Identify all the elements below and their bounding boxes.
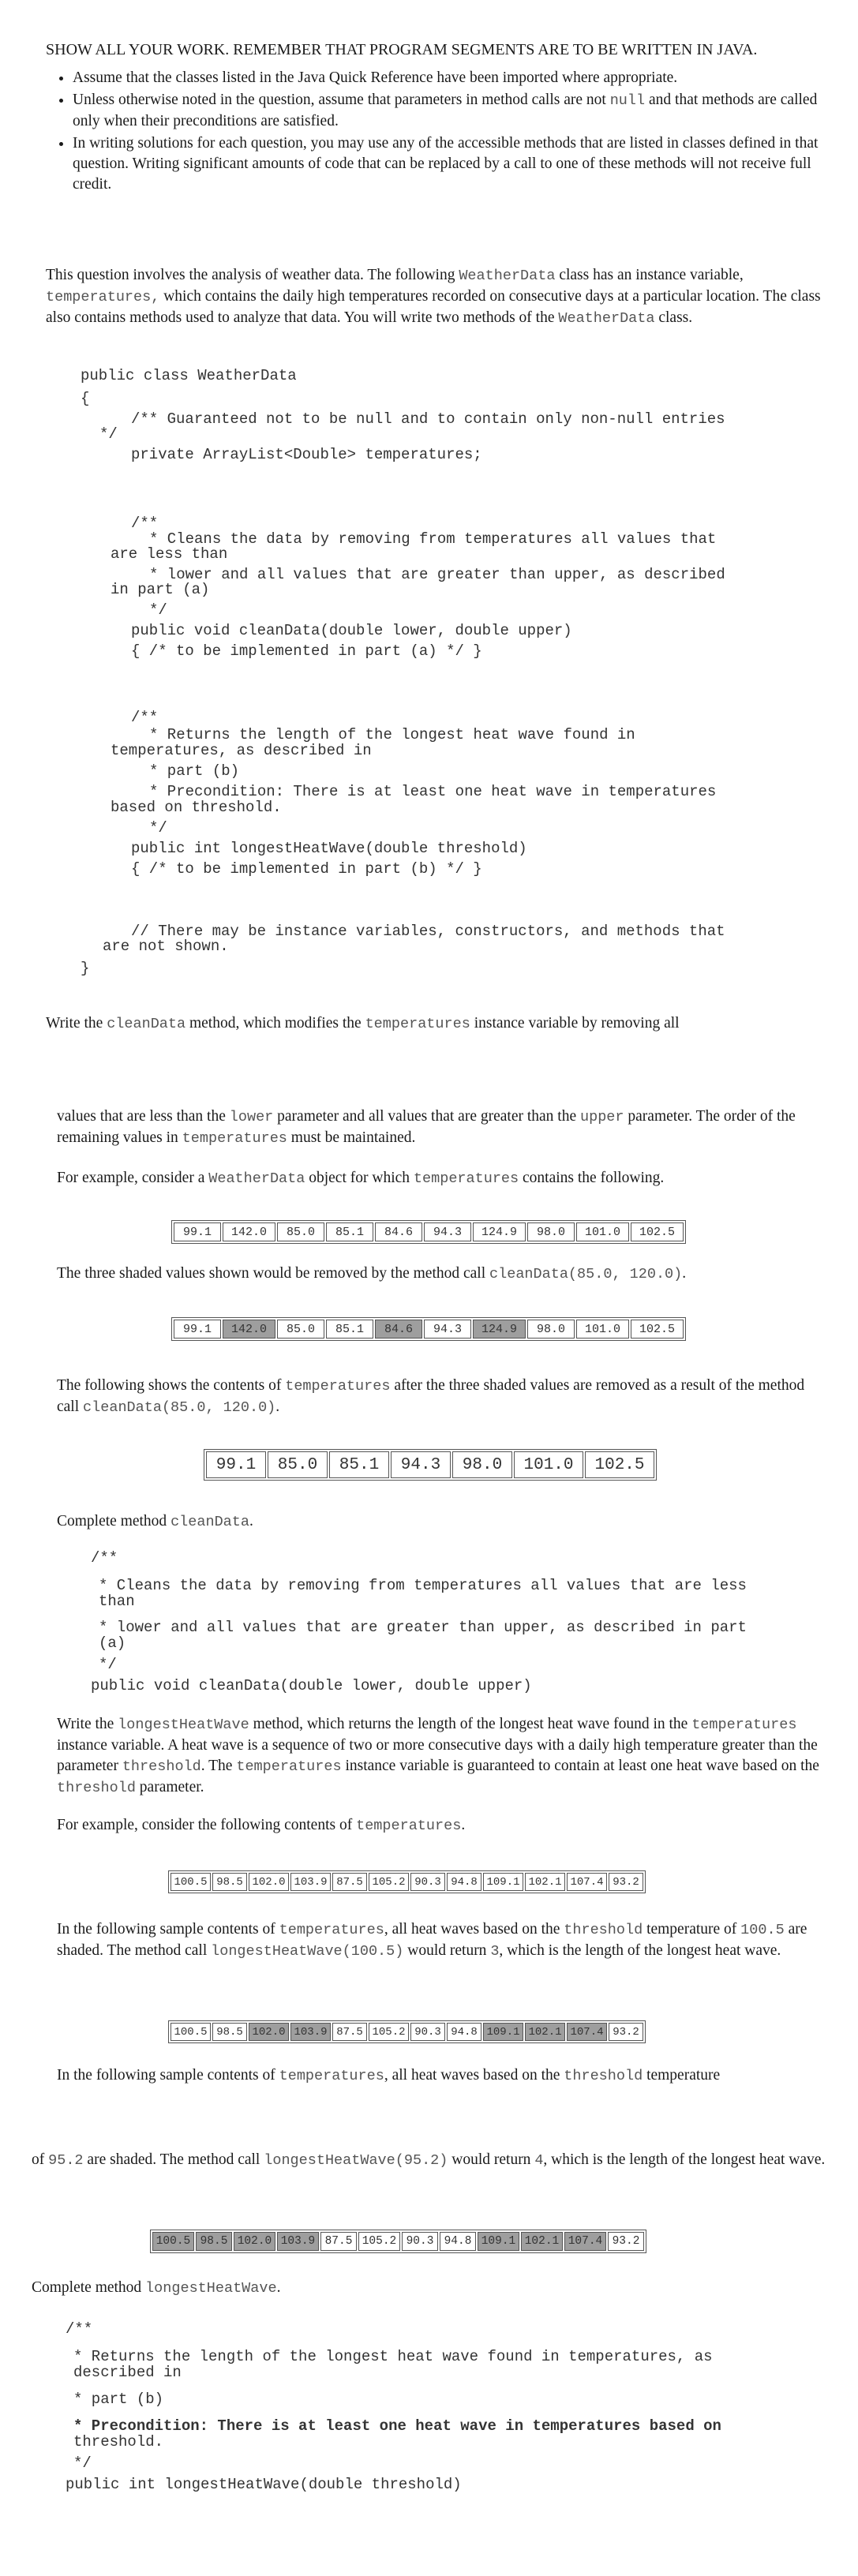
temperature-cell: 101.0	[576, 1320, 629, 1339]
temperature-cell: 84.6	[375, 1222, 422, 1241]
temperature-cell-shaded: 100.5	[152, 2232, 194, 2251]
temperature-cell-shaded: 109.1	[483, 2023, 523, 2041]
code-line: than	[99, 1593, 135, 1610]
temperature-cell-shaded: 103.9	[277, 2232, 319, 2251]
code-line: threshold.	[73, 2433, 164, 2451]
part-a-removal-note: The three shaded values shown would be removed by the method call cleanData(85.0, 120.0).	[57, 1265, 687, 1282]
code-line: temperatures, as described in	[111, 742, 372, 759]
code-line: public int longestHeatWave(double threshold)	[131, 840, 527, 857]
temperatures-result-strip	[204, 1449, 657, 1481]
temperature-cell-shaded: 98.5	[196, 2232, 232, 2251]
temperature-cell: 102.1	[525, 1873, 565, 1891]
code-line: public int longestHeatWave(double threshold)	[66, 2476, 462, 2493]
code-line: */	[73, 2454, 92, 2472]
code-line: private ArrayList<Double> temperatures;	[131, 446, 482, 463]
temperature-cell: 93.2	[608, 2232, 644, 2251]
temperature-cell: 98.5	[212, 2023, 247, 2041]
temperature-cell-shaded: 102.0	[234, 2232, 275, 2251]
temperature-cell: 94.3	[424, 1222, 471, 1241]
code-line: * Precondition: There is at least one heat wave in temperatures	[149, 783, 717, 800]
part-a-prompt: Write the cleanData method, which modifies the temperatures instance variable by removing all	[46, 1015, 680, 1032]
code-line: { /* to be implemented in part (b) */ }	[131, 860, 482, 878]
part-b-complete-label: Complete method longestHeatWave.	[32, 2279, 281, 2297]
part-b-sample-1: In the following sample contents of temperatures, all heat waves based on the threshold temperature of 100.5 are shaded. The method call longestHeatWave(100.5) would return 3, which is the length of the longest heat wave.	[57, 1921, 807, 1960]
temperatures-strip	[168, 1870, 646, 1893]
temperature-cell: 87.5	[320, 2232, 357, 2251]
code-line: /**	[66, 2320, 93, 2338]
temperature-cell-shaded: 124.9	[473, 1320, 526, 1339]
code-line: are less than	[111, 545, 228, 563]
temperature-cell-shaded: 103.9	[290, 2023, 331, 2041]
code-line: based on threshold.	[111, 799, 282, 816]
temperature-cell: 109.1	[483, 1873, 523, 1891]
code-line: * part (b)	[149, 762, 240, 780]
temperature-cell-shaded: 102.1	[521, 2232, 563, 2251]
part-a-example-intro: For example, consider a WeatherData object for which temperatures contains the following.	[57, 1170, 665, 1187]
code-line: * Returns the length of the longest heat wave found in	[149, 726, 635, 743]
temperature-cell: 124.9	[473, 1222, 526, 1241]
code-line: // There may be instance variables, constructors, and methods that	[131, 923, 725, 940]
temperature-cell: 107.4	[567, 1873, 607, 1891]
temperature-cell: 142.0	[223, 1222, 275, 1241]
temperature-cell: 99.1	[206, 1451, 266, 1478]
code-line: public void cleanData(double lower, double upper)	[131, 622, 572, 639]
temperature-cell: 85.1	[326, 1320, 373, 1339]
temperature-cell: 90.3	[402, 2232, 438, 2251]
temperature-cell: 85.1	[326, 1222, 373, 1241]
temperature-cell: 94.3	[391, 1451, 451, 1478]
code-line: */	[99, 425, 118, 443]
temperature-cell: 102.0	[249, 1873, 289, 1891]
temperature-cell: 85.0	[277, 1222, 324, 1241]
code-line: public void cleanData(double lower, double upper)	[91, 1677, 532, 1694]
code-line: * Cleans the data by removing from temperatures all values that	[149, 530, 717, 548]
code-line: in part (a)	[111, 581, 210, 598]
instructions-list	[46, 68, 827, 195]
part-b-sample-2a: In the following sample contents of temperatures, all heat waves based on the threshold temperature	[57, 2067, 721, 2084]
code-line: * Cleans the data by removing from temperatures all values that are less	[99, 1577, 747, 1594]
code-line: /**	[131, 515, 159, 532]
temperature-cell: 102.5	[585, 1451, 654, 1478]
temperatures-strip	[150, 2230, 646, 2253]
part-a-after-note: The following shows the contents of temperatures after the three shaded values are removed as a result of the method call cleanData(85.0, 120.0).	[57, 1377, 805, 1416]
code-line: */	[149, 601, 167, 619]
temperatures-strip	[171, 1317, 686, 1341]
temperature-cell: 100.5	[170, 1873, 211, 1891]
temperature-cell: 93.2	[609, 2023, 643, 2041]
temperature-cell: 105.2	[369, 2023, 409, 2041]
code-line: * Returns the length of the longest heat wave found in temperatures, as	[73, 2348, 713, 2365]
temperature-cell: 98.0	[527, 1320, 575, 1339]
code-line: { /* to be implemented in part (a) */ }	[131, 642, 482, 660]
temperature-cell: 98.0	[527, 1222, 575, 1241]
part-b-example-intro: For example, consider the following contents of temperatures.	[57, 1817, 466, 1834]
temperature-cell: 90.3	[410, 2023, 445, 2041]
code-line: /** Guaranteed not to be null and to contain only non-null entries	[131, 410, 725, 428]
code-line: described in	[73, 2364, 182, 2381]
temperature-cell: 101.0	[576, 1222, 629, 1241]
code-line: public class WeatherData	[81, 367, 297, 384]
instructions-block	[46, 39, 827, 197]
temperature-cell: 99.1	[174, 1320, 221, 1339]
temperature-cell: 87.5	[332, 1873, 367, 1891]
temperature-cell: 85.0	[268, 1451, 328, 1478]
temperature-cell: 105.2	[358, 2232, 400, 2251]
code-line: are not shown.	[103, 938, 229, 955]
temperature-cell: 93.2	[609, 1873, 643, 1891]
temperature-cell: 102.5	[631, 1320, 684, 1339]
code-line: /**	[131, 709, 159, 726]
temperature-cell: 99.1	[174, 1222, 221, 1241]
temperature-cell: 101.0	[514, 1451, 583, 1478]
temperatures-strip	[171, 1220, 686, 1244]
temperature-cell: 90.3	[410, 1873, 445, 1891]
part-a-description: values that are less than the lower parameter and all values that are greater than the upper parameter. The order of the remaining values in temperatures must be maintained.	[57, 1108, 796, 1147]
code-line: * part (b)	[73, 2391, 164, 2408]
temperature-cell-shaded: 142.0	[223, 1320, 275, 1339]
temperature-cell-shaded: 102.0	[249, 2023, 289, 2041]
temperature-cell: 85.1	[329, 1451, 389, 1478]
code-line: * lower and all values that are greater than upper, as described	[149, 566, 725, 583]
part-a-complete-label: Complete method cleanData.	[57, 1513, 253, 1530]
code-line: * lower and all values that are greater than upper, as described in part	[99, 1619, 747, 1636]
part-b-prompt: Write the longestHeatWave method, which returns the length of the longest heat wave found in the temperatures instance variable. A heat wave is a sequence of two or more consecutive days with a daily high temperature greater than the parameter threshold. The temperatures instance variable is guaranteed to contain at least one heat wave based on the threshold parameter.	[57, 1716, 819, 1796]
temperature-cell-shaded: 109.1	[478, 2232, 519, 2251]
code-line: }	[81, 960, 90, 977]
temperature-cell: 85.0	[277, 1320, 324, 1339]
code-line: {	[81, 390, 90, 407]
temperature-cell: 98.0	[452, 1451, 512, 1478]
temperature-cell: 105.2	[369, 1873, 409, 1891]
temperature-cell-shaded: 102.1	[525, 2023, 565, 2041]
code-line: */	[99, 1656, 117, 1673]
temperature-cell: 94.8	[447, 2023, 481, 2041]
temperature-cell-shaded: 84.6	[375, 1320, 422, 1339]
temperature-cell: 102.5	[631, 1222, 684, 1241]
temperature-cell: 94.8	[447, 1873, 481, 1891]
code-line: /**	[91, 1549, 118, 1567]
question-intro: This question involves the analysis of weather data. The following WeatherData class has an instance variable, temperatures, which contains the daily high temperatures recorded on consecutive days at a particular location. The class also contains methods used to analyze that data. You will write two methods of the WeatherData class.	[46, 267, 821, 327]
code-line: (a)	[99, 1634, 126, 1652]
temperature-cell: 87.5	[332, 2023, 367, 2041]
temperatures-strip	[168, 2020, 646, 2043]
rule-item: • Assume that the classes listed in the Java Quick Reference have been imported where appropriate.	[73, 68, 827, 88]
temperature-cell: 103.9	[290, 1873, 331, 1891]
temperature-cell: 94.3	[424, 1320, 471, 1339]
rule-item: • Unless otherwise noted in the question, assume that parameters in method calls are not null and that methods are called only when their preconditions are satisfied.	[73, 90, 827, 132]
temperature-cell: 94.8	[440, 2232, 476, 2251]
rule-item: • In writing solutions for each question, you may use any of the accessible methods that are listed in classes defined in that question. Writing significant amounts of code that can be replaced by a call to one of these methods will not receive full credit.	[73, 133, 827, 195]
temperature-cell-shaded: 107.4	[564, 2232, 606, 2251]
instructions-title: SHOW ALL YOUR WORK. REMEMBER THAT PROGRAM SEGMENTS ARE TO BE WRITTEN IN JAVA.	[46, 41, 758, 58]
temperature-cell: 100.5	[170, 2023, 211, 2041]
temperature-cell-shaded: 107.4	[567, 2023, 607, 2041]
code-line: */	[149, 819, 167, 837]
part-b-sample-2b: of 95.2 are shaded. The method call longestHeatWave(95.2) would return 4, which is the length of the longest heat wave.	[32, 2151, 826, 2169]
code-line: * Precondition: There is at least one heat wave in temperatures based on	[73, 2417, 721, 2435]
temperature-cell: 98.5	[212, 1873, 247, 1891]
